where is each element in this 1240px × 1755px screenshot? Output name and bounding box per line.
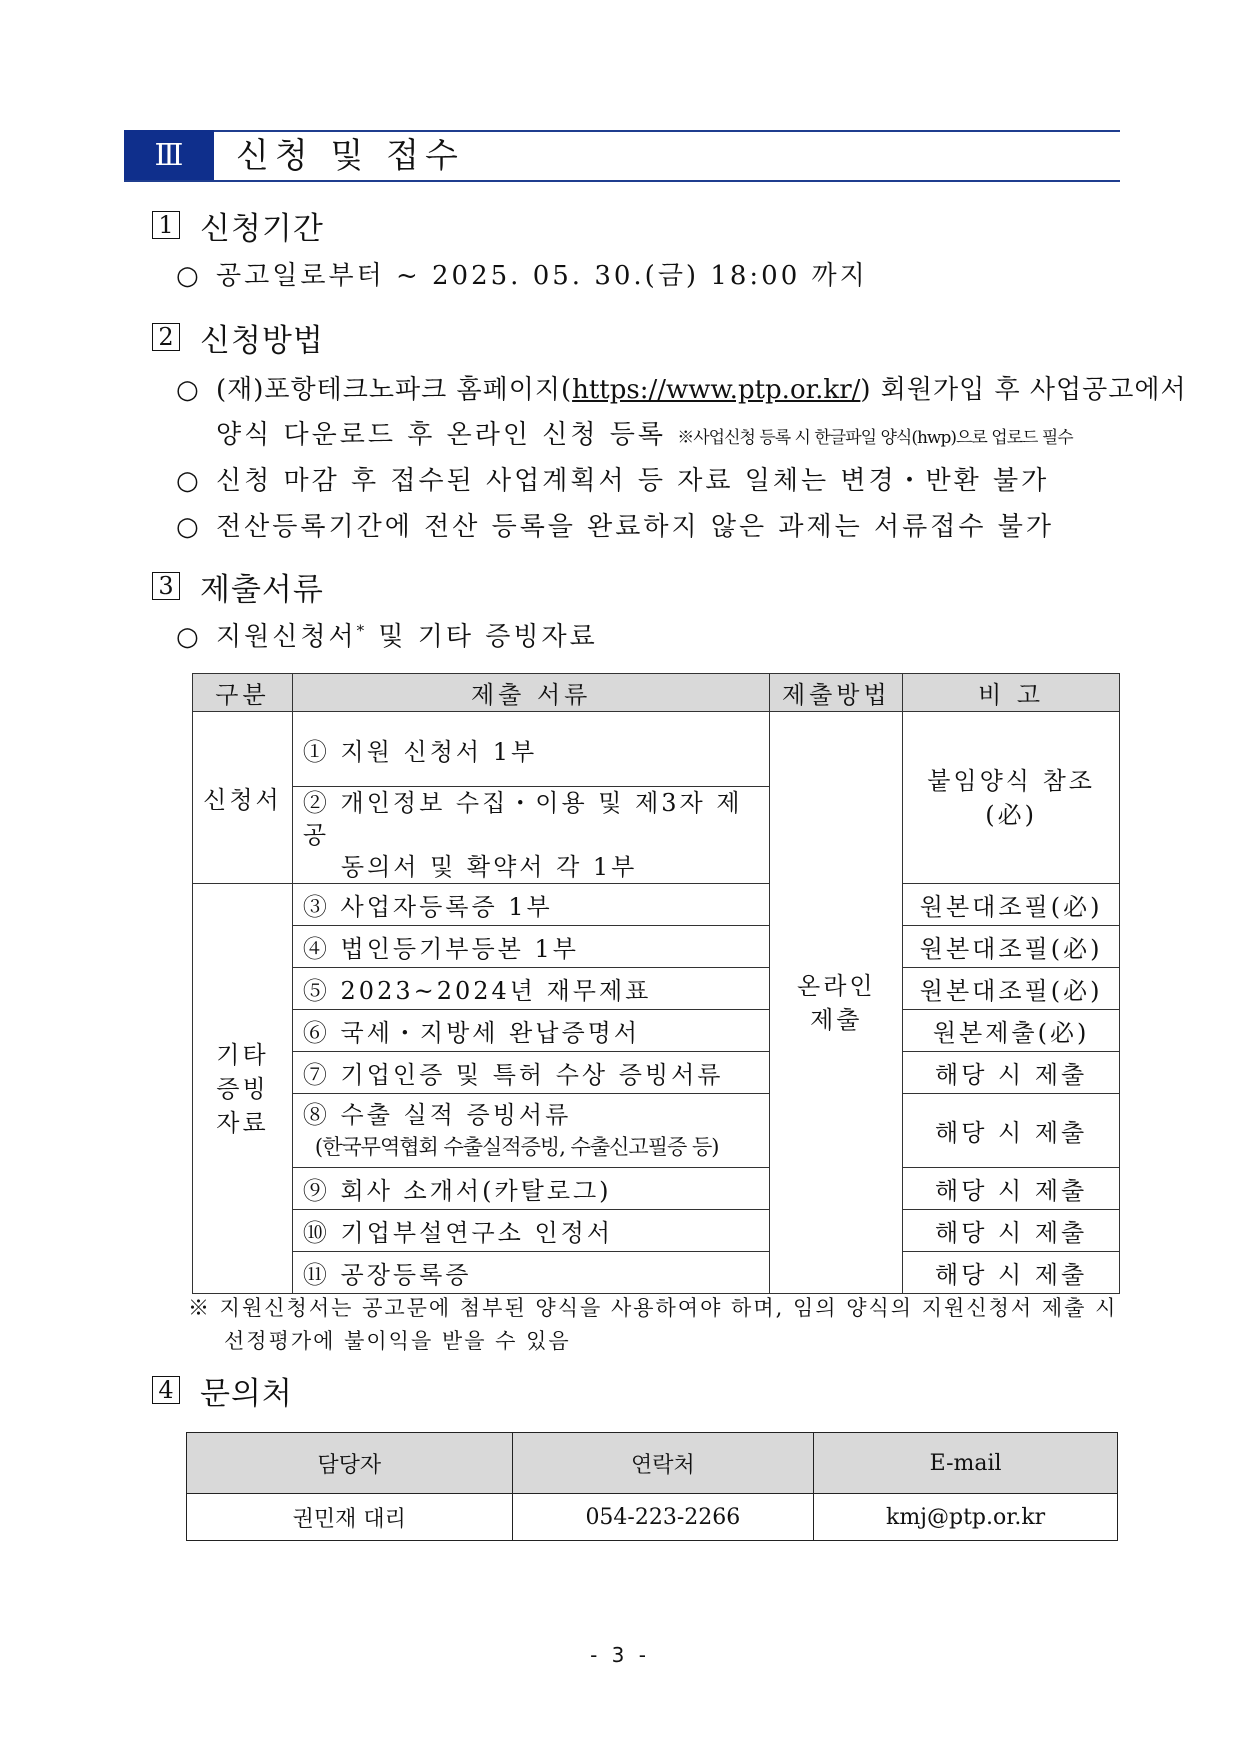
- table-row: [187, 1494, 1118, 1541]
- doc-line1: ⑧ 수출 실적 증빙서류: [302, 1100, 572, 1129]
- section-heading-method: [152, 317, 324, 357]
- section-title: 신청기간: [200, 210, 324, 247]
- group-evidence-l1: 기타: [216, 1040, 269, 1069]
- header-remarks: 비 고: [903, 674, 1120, 712]
- page-number: - 3 -: [590, 1643, 650, 1667]
- contact-table: [186, 1432, 1118, 1541]
- section-number: 4: [152, 1376, 180, 1404]
- table-row: [193, 1168, 1120, 1210]
- remark-cell: 해당 시 제출: [903, 1094, 1120, 1168]
- remark-cell: 원본대조필(必): [903, 968, 1120, 1010]
- section-heading-period: [152, 205, 324, 245]
- table-row: [193, 968, 1120, 1010]
- header-person: 담당자: [187, 1433, 513, 1494]
- remark-cell: 원본대조필(必): [903, 926, 1120, 968]
- section-title: 신청방법: [200, 322, 324, 359]
- doc-line2: (한국무역협회 수출실적증빙, 수출신고필증 등): [314, 1134, 719, 1159]
- table-row: [193, 1252, 1120, 1294]
- group-evidence-l2: 증빙: [216, 1074, 269, 1103]
- doc-cell: ③ 사업자등록증 1부: [292, 884, 769, 926]
- table-row: [193, 712, 1120, 787]
- footnote-marker: *: [356, 621, 368, 640]
- remark-cell: 해당 시 제출: [903, 1168, 1120, 1210]
- method-text: 전산등록기간에 전산 등록을 완료하지 않은 과제는 서류접수 불가: [216, 512, 1054, 542]
- docs-intro-text: 지원신청서: [216, 622, 357, 652]
- remark-line2: (必): [985, 800, 1037, 829]
- doc-cell: [292, 1094, 769, 1168]
- section-title: 문의처: [200, 1375, 293, 1412]
- method-bullet-1-cont: [216, 414, 1073, 451]
- documents-bullet: [176, 616, 598, 653]
- table-row: [193, 1052, 1120, 1094]
- doc-cell: ① 지원 신청서 1부: [292, 712, 769, 787]
- chapter-header: [124, 130, 1120, 182]
- table-header-row: [187, 1433, 1118, 1494]
- method-submit: 제출: [810, 1005, 863, 1034]
- method-bullet-3: [176, 506, 1054, 543]
- method-upload-note: ※사업신청 등록 시 한글파일 양식(hwp)으로 업로드 필수: [677, 428, 1073, 448]
- table-header-row: [193, 674, 1120, 712]
- doc-cell: ⑩ 기업부설연구소 인정서: [292, 1210, 769, 1252]
- method-text-line2: 양식 다운로드 후 온라인 신청 등록: [216, 420, 666, 450]
- method-text-post: ) 회원가입 후 사업공고에서: [860, 375, 1187, 405]
- table-row: [193, 926, 1120, 968]
- documents-table: [192, 673, 1120, 1294]
- contact-person: 권민재 대리: [187, 1494, 513, 1541]
- doc-cell: ⑥ 국세・지방세 완납증명서: [292, 1010, 769, 1052]
- period-bullet: [176, 255, 868, 292]
- footnote-line1: ※ 지원신청서는 공고문에 첨부된 양식을 사용하여야 하며, 임의 양식의 지원신청서 제출 시: [188, 1296, 1118, 1320]
- section-number: 3: [152, 572, 180, 600]
- bullet-icon: ○: [176, 466, 202, 496]
- section-number: 1: [152, 211, 180, 239]
- method-online: 온라인: [797, 971, 876, 1000]
- remark-line1: 붙임양식 참조: [927, 766, 1095, 795]
- group-application: 신청서: [193, 712, 293, 884]
- table-row: [193, 1210, 1120, 1252]
- doc-cell: ⑦ 기업인증 및 특허 수상 증빙서류: [292, 1052, 769, 1094]
- footnote: [188, 1292, 1123, 1358]
- header-bottom-rule: [124, 180, 1120, 182]
- header-method: 제출방법: [770, 674, 903, 712]
- header-category: 구분: [193, 674, 293, 712]
- remark-cell: 해당 시 제출: [903, 1052, 1120, 1094]
- bullet-icon: ○: [176, 512, 202, 542]
- method-text-pre: (재)포항테크노파크 홈페이지(: [216, 375, 573, 405]
- table-row: [193, 884, 1120, 926]
- remark-cell: 원본대조필(必): [903, 884, 1120, 926]
- method-bullet-2: [176, 460, 1049, 497]
- contact-email[interactable]: kmj@ptp.or.kr: [814, 1494, 1118, 1541]
- docs-intro-rest: 및 기타 증빙자료: [367, 622, 598, 652]
- doc-cell: ④ 법인등기부등본 1부: [292, 926, 769, 968]
- bullet-icon: ○: [176, 622, 202, 652]
- method-text: 신청 마감 후 접수된 사업계획서 등 자료 일체는 변경・반환 불가: [216, 466, 1050, 496]
- table-row: [193, 1010, 1120, 1052]
- header-email: E-mail: [814, 1433, 1118, 1494]
- table-row: [193, 1094, 1120, 1168]
- doc-line2: 동의서 및 확약서 각 1부: [340, 853, 638, 881]
- doc-cell: ⑪ 공장등록증: [292, 1252, 769, 1294]
- footnote-line2: 선정평가에 불이익을 받을 수 있음: [224, 1329, 571, 1353]
- group-evidence-l3: 자료: [216, 1108, 269, 1137]
- doc-line1: ② 개인정보 수집・이용 및 제3자 제공: [302, 789, 743, 849]
- section-number: 2: [152, 323, 180, 351]
- header-phone: 연락처: [512, 1433, 814, 1494]
- chapter-number: Ⅲ: [124, 130, 214, 182]
- method-cell: [770, 712, 903, 1294]
- remark-application: [903, 712, 1120, 884]
- doc-cell: ⑨ 회사 소개서(카탈로그): [292, 1168, 769, 1210]
- group-evidence: [193, 884, 293, 1294]
- doc-cell: ⑤ 2023~2024년 재무제표: [292, 968, 769, 1010]
- remark-cell: 해당 시 제출: [903, 1210, 1120, 1252]
- remark-cell: 원본제출(必): [903, 1010, 1120, 1052]
- doc-cell: [292, 787, 769, 884]
- period-text: 공고일로부터 ~ 2025. 05. 30.(금) 18:00 까지: [216, 261, 868, 291]
- remark-cell: 해당 시 제출: [903, 1252, 1120, 1294]
- header-documents: 제출 서류: [292, 674, 769, 712]
- contact-phone: 054-223-2266: [512, 1494, 814, 1541]
- bullet-icon: ○: [176, 261, 202, 291]
- section-heading-documents: [152, 566, 324, 606]
- section-title: 제출서류: [200, 571, 324, 608]
- bullet-icon: ○: [176, 375, 200, 405]
- homepage-link[interactable]: https://www.ptp.or.kr/: [572, 375, 861, 405]
- section-heading-contact: [152, 1370, 293, 1410]
- chapter-title: 신청 및 접수: [236, 136, 464, 176]
- method-bullet-1: [176, 369, 1187, 406]
